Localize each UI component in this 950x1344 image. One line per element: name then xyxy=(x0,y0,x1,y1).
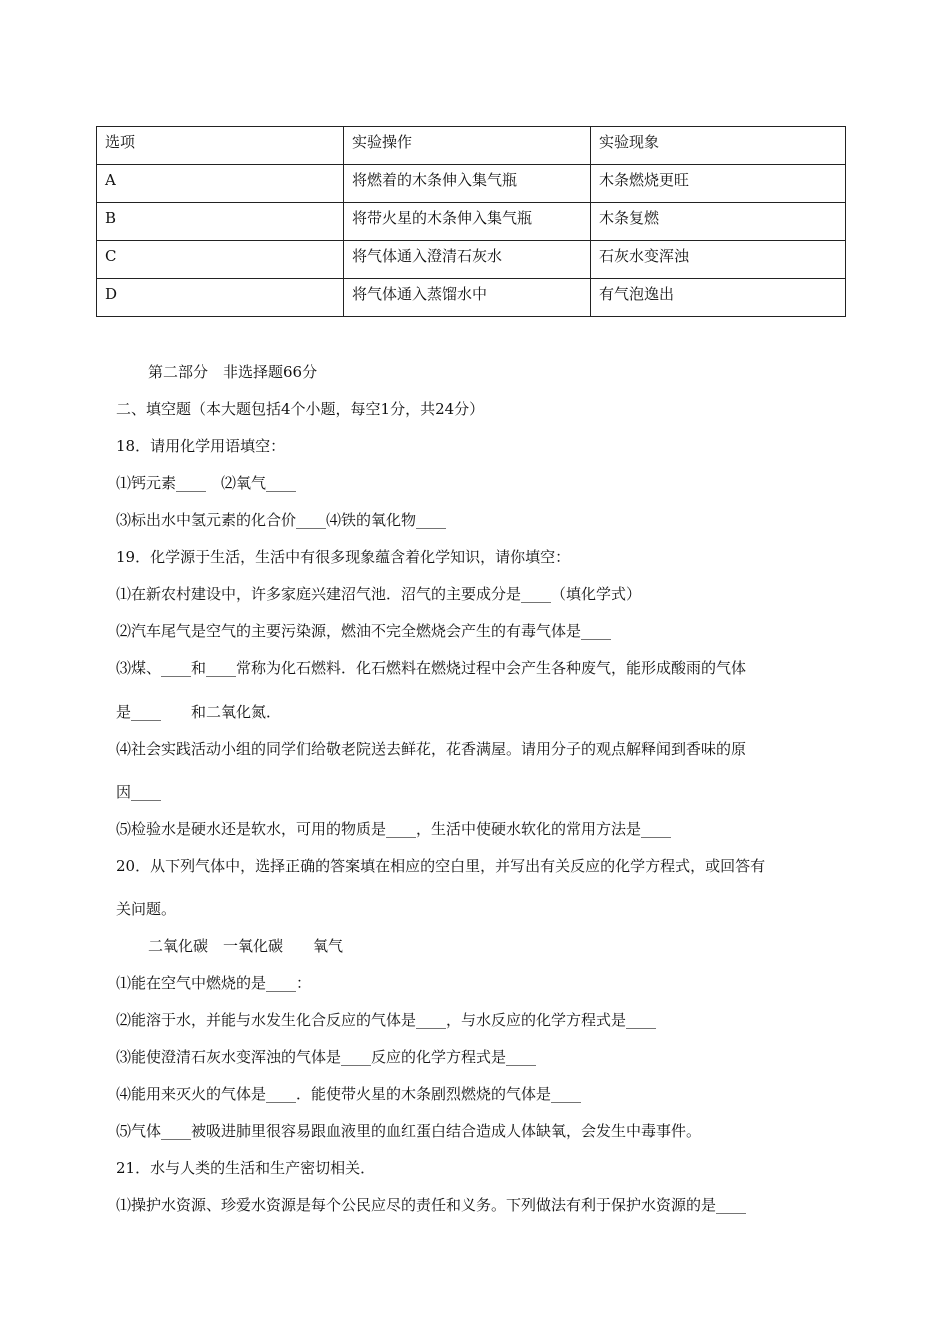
question-line: ⑷能用来灭火的气体是____．能使带火星的木条剧烈燃烧的气体是____ xyxy=(116,1085,582,1103)
header-cell: 选项 xyxy=(97,127,344,165)
question-21: 21．水与人类的生活和生产密切相关． xyxy=(116,1159,376,1177)
part-two-heading: 第二部分 非选择题66分 xyxy=(148,363,318,381)
experiment-table xyxy=(96,126,846,317)
question-20: 20．从下列气体中，选择正确的答案填在相应的空白里，并写出有关反应的化学方程式，或回答有 xyxy=(116,857,766,875)
table-cell: 将气体通入蒸馏水中 xyxy=(344,279,591,317)
table-cell: A xyxy=(97,165,344,203)
table-row xyxy=(97,279,846,317)
question-line: 是____ 和二氧化氮． xyxy=(116,703,282,721)
gas-options: 二氧化碳 一氧化碳 氧气 xyxy=(148,937,344,955)
table-cell: 木条燃烧更旺 xyxy=(591,165,846,203)
question-line: ⑴钙元素____ ⑵氧气____ xyxy=(116,474,297,492)
question-line: ⑴能在空气中燃烧的是____： xyxy=(116,974,312,992)
table-row xyxy=(97,241,846,279)
question-line: 关问题。 xyxy=(116,900,177,918)
question-line: ⑶能使澄清石灰水变浑浊的气体是____反应的化学方程式是____ xyxy=(116,1048,537,1066)
section-heading: 二、填空题（本大题包括4个小题，每空1分，共24分） xyxy=(116,400,485,418)
header-cell: 实验现象 xyxy=(591,127,846,165)
question-line: ⑴操护水资源、珍爱水资源是每个公民应尽的责任和义务。下列做法有利于保护水资源的是____ xyxy=(116,1196,747,1214)
table-cell: B xyxy=(97,203,344,241)
table-cell: 木条复燃 xyxy=(591,203,846,241)
question-line: ⑴在新农村建设中，许多家庭兴建沼气池．沼气的主要成分是____（填化学式） xyxy=(116,585,642,603)
question-19: 19．化学源于生活，生活中有很多现象蕴含着化学知识，请你填空： xyxy=(116,548,571,566)
question-line: ⑵能溶于水，并能与水发生化合反应的气体是____，与水反应的化学方程式是____ xyxy=(116,1011,657,1029)
question-line: ⑶标出水中氢元素的化合价____⑷铁的氧化物____ xyxy=(116,511,447,529)
table-cell: C xyxy=(97,241,344,279)
table-cell: D xyxy=(97,279,344,317)
question-line: ⑶煤、____和____常称为化石燃料．化石燃料在燃烧过程中会产生各种废气，能形成酸雨的气体 xyxy=(116,659,747,677)
header-cell: 实验操作 xyxy=(344,127,591,165)
table-cell: 将燃着的木条伸入集气瓶 xyxy=(344,165,591,203)
question-line: ⑸检验水是硬水还是软水，可用的物质是____，生活中使硬水软化的常用方法是____ xyxy=(116,820,672,838)
table-cell: 石灰水变浑浊 xyxy=(591,241,846,279)
table-cell: 有气泡逸出 xyxy=(591,279,846,317)
question-line: ⑵汽车尾气是空气的主要污染源，燃油不完全燃烧会产生的有毒气体是____ xyxy=(116,622,612,640)
question-line: ⑷社会实践活动小组的同学们给敬老院送去鲜花，花香满屋。请用分子的观点解释闻到香味的原 xyxy=(116,740,747,758)
table-row xyxy=(97,203,846,241)
table-cell: 将气体通入澄清石灰水 xyxy=(344,241,591,279)
table-cell: 将带火星的木条伸入集气瓶 xyxy=(344,203,591,241)
table-row xyxy=(97,165,846,203)
question-line: 因____ xyxy=(116,783,162,801)
question-18: 18．请用化学用语填空： xyxy=(116,437,286,455)
question-line: ⑸气体____被吸进肺里很容易跟血液里的血红蛋白结合造成人体缺氧，会发生中毒事件。 xyxy=(116,1122,702,1140)
table-header-row xyxy=(97,127,846,165)
